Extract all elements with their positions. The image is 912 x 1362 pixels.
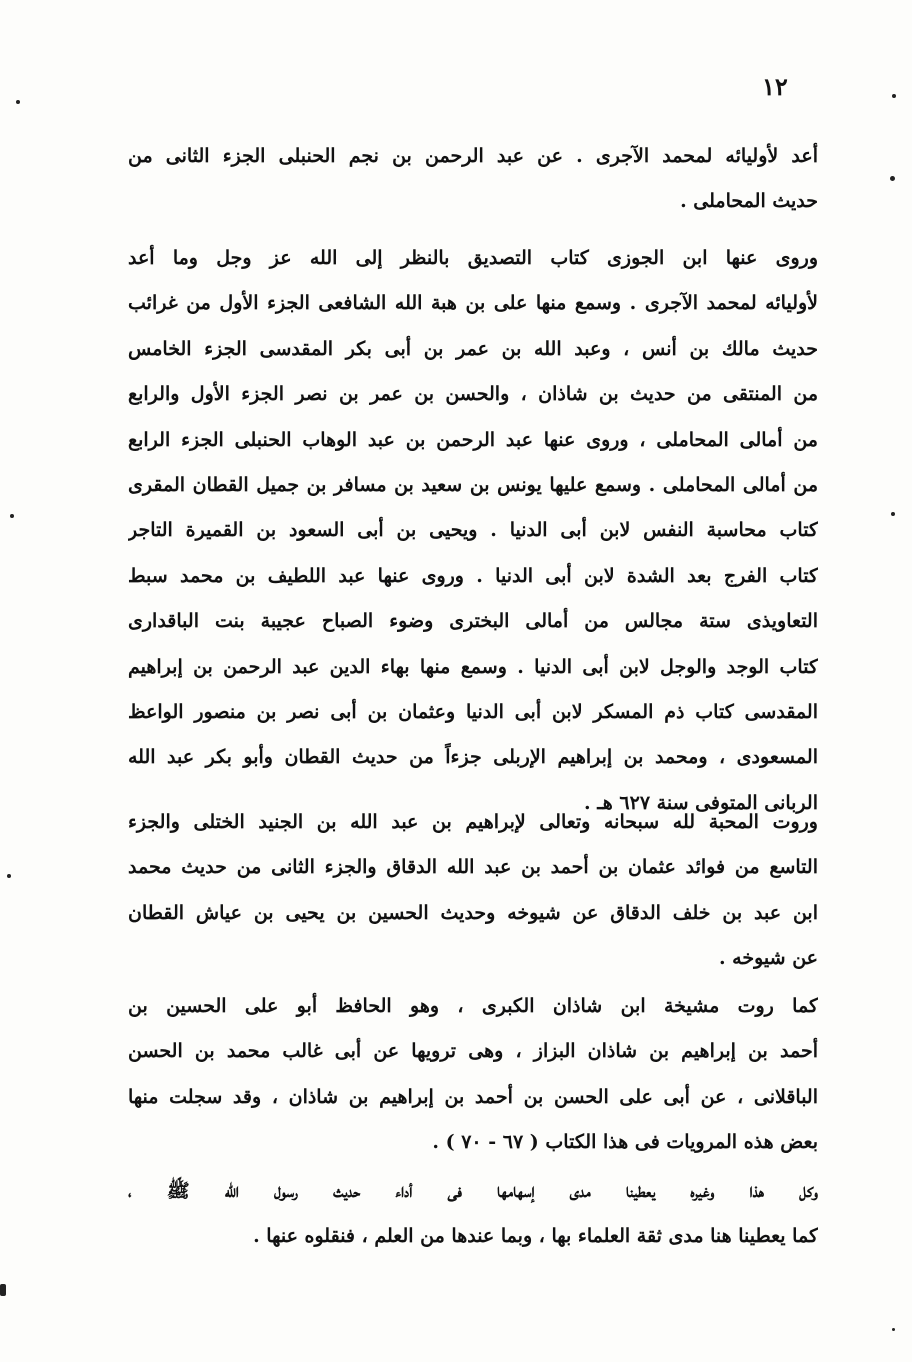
text-line: عن شيوخه .: [718, 947, 818, 970]
paragraph-4: [128, 984, 818, 1166]
text-line: الربانى المتوفى سنة ٦٢٧ هـ .: [583, 791, 818, 814]
text-line: من أمالى المحاملى . وسمع عليها يونس بن سعيد بن مسافر بن جميل القطان المقرى: [128, 474, 818, 497]
text-line: أعد لأوليائه لمحمد الآجرى . عن عبد الرحمن بن نجم الحنبلى الجزء الثانى من: [128, 145, 818, 167]
text-line: المسعودى ، ومحمد بن إبراهيم الإربلى جزءاً من حديث القطان وأبو بكر عبد الله: [128, 746, 818, 769]
text-line: وروت المحبة لله سبحانه وتعالى لإبراهيم بن عبد الله بن الجنيد الختلى والجزء: [128, 811, 818, 833]
scan-speck: [890, 176, 895, 181]
text-line: حديث المحاملى .: [680, 190, 818, 213]
text-line: ابن عبد بن خلف الدقاق عن شيوخه وحديث الحسين بن يحيى بن عياش القطان: [128, 901, 818, 924]
paragraph-2: [128, 236, 818, 826]
text-line: الباقلانى ، عن أبى على الحسن بن أحمد بن إبراهيم بن شاذان ، وقد سجلت منها: [128, 1085, 818, 1108]
text-line: أحمد بن إبراهيم بن شاذان البزاز ، وهى ترويها عن أبى غالب محمد بن الحسن: [128, 1040, 818, 1063]
text-line: بعض هذه المرويات فى هذا الكتاب ( ٦٧ - ٧٠ ) .: [432, 1131, 818, 1154]
text-line: كتاب الوجد والوجل لابن أبى الدنيا . وسمع منها بهاء الدين عبد الرحمن بن إبراهيم: [128, 655, 818, 678]
scan-speck: [0, 1284, 6, 1296]
paragraph-3: [128, 800, 818, 982]
scan-speck: [10, 514, 14, 518]
text-line: التعاويذى ستة مجالس من أمالى البخترى وضوء الصباح عجيبة بنت الباقدارى: [128, 610, 818, 633]
text-line: التاسع من فوائد عثمان بن أحمد بن عبد الله الدقاق والجزء الثانى من حديث محمد: [128, 856, 818, 879]
scan-speck: [891, 512, 895, 516]
text-line: من أمالى المحاملى ، وروى عنها عبد الرحمن بن عبد الوهاب الحنبلى الجزء الرابع: [128, 428, 818, 451]
text-line: كتاب الفرج بعد الشدة لابن أبى الدنيا . وروى عنها عبد اللطيف بن محمد سبط: [128, 564, 818, 587]
paragraph-5: [128, 1169, 818, 1260]
text-line: وكل هذا وغيره يعطينا مدى إسهامها فى أداء حديث رسول الله ﷺ ،: [128, 1180, 818, 1202]
scan-speck: [16, 100, 20, 104]
scan-speck: [892, 1328, 895, 1331]
text-line: كما روت مشيخة ابن شاذان الكبرى ، وهو الحافظ أبو على الحسين بن: [128, 995, 818, 1017]
page-number: ١٢: [762, 72, 788, 101]
text-line: كتاب محاسبة النفس لابن أبى الدنيا . ويحيى بن أبى السعود بن القميرة التاجر: [128, 519, 818, 542]
text-line: كما يعطينا هنا مدى ثقة العلماء بها ، وبما عندها من العلم ، فنقلوه عنها .: [253, 1225, 818, 1248]
text-line: من المنتقى من حديث بن شاذان ، والحسن بن عمر بن نصر الجزء الأول والرابع: [128, 383, 818, 406]
scan-speck: [892, 94, 896, 98]
text-line: لأوليائه لمحمد الآجرى . وسمع منها على بن هبة الله الشافعى الجزء الأول من غرائب: [128, 292, 818, 315]
scan-speck: [7, 874, 11, 878]
text-line: المقدسى كتاب ذم المسكر لابن أبى الدنيا وعثمان بن أبى نصر بن منصور الواعظ: [128, 701, 818, 724]
text-line: وروى عنها ابن الجوزى كتاب التصديق بالنظر إلى الله عز وجل وما أعد: [128, 247, 818, 269]
text-line: حديث مالك بن أنس ، وعبد الله بن عمر بن أبى بكر المقدسى الجزء الخامس: [128, 337, 818, 360]
paragraph-1: [128, 134, 818, 225]
